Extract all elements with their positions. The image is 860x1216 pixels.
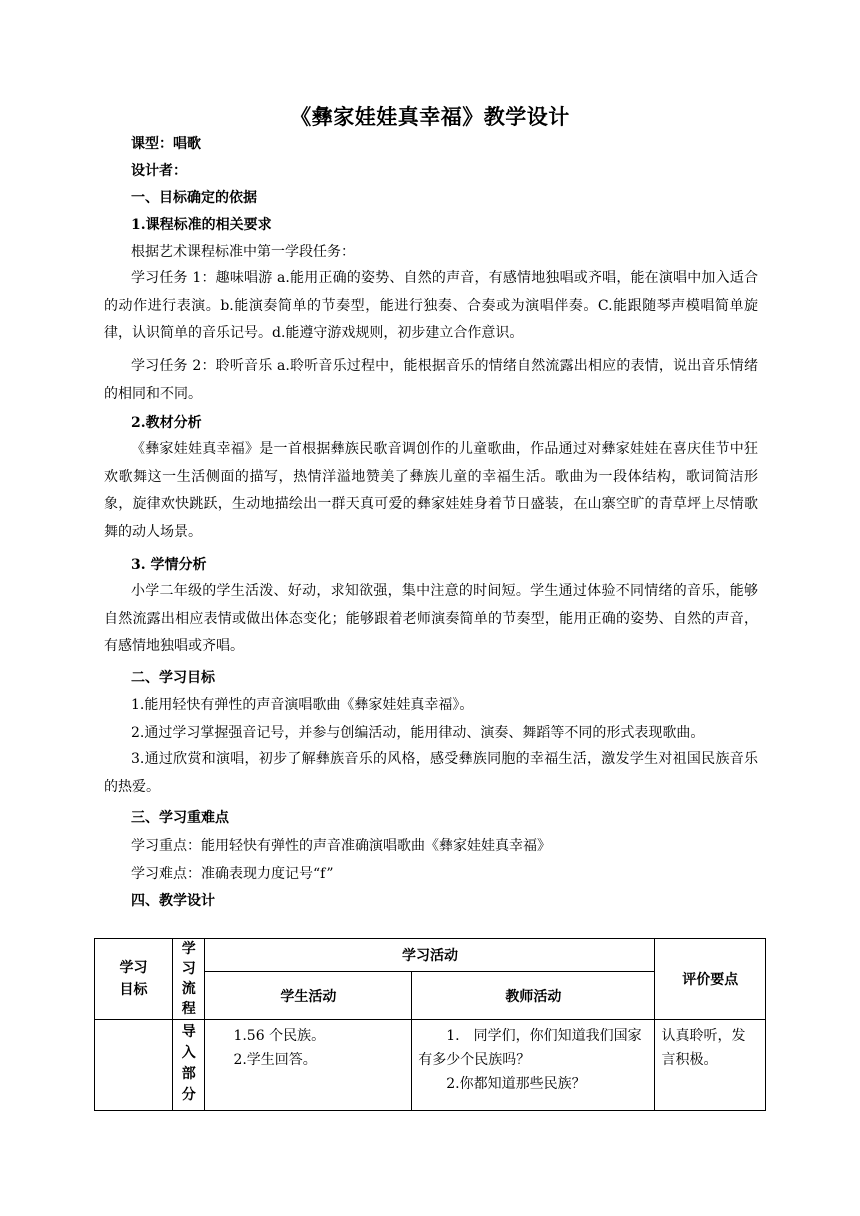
header-flow — [173, 939, 205, 1020]
section-4-heading: 四、教学设计 — [131, 893, 215, 909]
lesson-type: 课型：唱歌 — [131, 136, 201, 152]
subsection-material: 2.教材分析 — [131, 415, 202, 431]
row-goal — [95, 1020, 173, 1111]
subsection-curriculum: 1.课程标准的相关要求 — [131, 217, 272, 233]
header-teacher: 教师活动 — [412, 972, 655, 1020]
teacher-activity-2: 2.你都知道那些民族？ — [446, 1076, 586, 1092]
student-activity-2: 2.学生回答。 — [233, 1052, 317, 1068]
subsection-learners: 3. 学情分析 — [131, 557, 207, 573]
row-teacher — [412, 1020, 655, 1111]
header-flow-label: 学习流程 — [181, 941, 196, 1017]
section-3-heading: 三、学习重难点 — [131, 810, 229, 826]
header-goal-label: 学习目标 — [119, 960, 148, 998]
teacher-activity-1: 1. 同学们，你们知道我们国家有多少个民族吗？ — [418, 1028, 642, 1068]
goal-1: 1.能用轻快有弹性的声音演唱歌曲《彝家娃娃真幸福》。 — [131, 697, 474, 713]
header-activity: 学习活动 — [205, 939, 655, 972]
curriculum-intro: 根据艺术课程标准中第一学段任务： — [131, 244, 355, 260]
row-eval: 认真聆听，发言积极。 — [655, 1020, 766, 1111]
row-flow — [173, 1020, 205, 1111]
header-student: 学生活动 — [205, 972, 412, 1020]
designer: 设计者： — [131, 163, 187, 179]
learners-paragraph: 小学二年级的学生活泼、好动，求知欲强，集中注意的时间短。学生通过体验不同情绪的音乐，能够自然流露出相应表情或做出体态变化；能够跟着老师演奏简单的节奏型，能用正确的姿势、自然的声音，有感情地独唱或齐唱。 — [104, 583, 758, 654]
goal-3: 3.通过欣赏和演唱，初步了解彝族音乐的风格，感受彝族同胞的幸福生活，激发学生对祖国民族音乐的热爱。 — [104, 751, 758, 795]
difficult-point: 学习难点：准确表现力度记号“f” — [131, 866, 334, 882]
section-2-heading: 二、学习目标 — [131, 670, 215, 686]
task-2-paragraph: 学习任务 2：聆听音乐 a.聆听音乐过程中，能根据音乐的情绪自然流露出相应的表情，说出音乐情绪的相同和不同。 — [104, 358, 758, 402]
goal-2: 2.通过学习掌握强音记号，并参与创编活动，能用律动、演奏、舞蹈等不同的形式表现歌曲。 — [131, 725, 705, 741]
row-flow-label: 导入部分 — [181, 1024, 196, 1103]
header-goal — [95, 939, 173, 1020]
material-paragraph: 《彝家娃娃真幸福》是一首根据彝族民歌音调创作的儿童歌曲，作品通过对彝家娃娃在喜庆佳节中狂欢歌舞这一生活侧面的描写，热情洋溢地赞美了彝族儿童的幸福生活。歌曲为一段体结构，歌词简洁形象，旋律欢快跳跃，生动地描绘出一群天真可爱的彝家娃娃身着节日盛装，在山寨空旷的青草坪上尽情歌舞的动人场景。 — [104, 441, 758, 540]
task-1-paragraph: 学习任务 1：趣味唱游 a.能用正确的姿势、自然的声音，有感情地独唱或齐唱，能在演唱中加入适合的动作进行表演。b.能演奏简单的节奏型，能进行独奏、合奏或为演唱伴奏。C.能跟随琴声模唱简单旋律，认识简单的音乐记号。d.能遵守游戏规则，初步建立合作意识。 — [104, 270, 758, 341]
teaching-design-table — [94, 938, 766, 1111]
table-header-row — [95, 939, 766, 972]
document-title: 《彝家娃娃真幸福》教学设计 — [290, 104, 570, 129]
header-eval: 评价要点 — [655, 939, 766, 1020]
table-row — [95, 1020, 766, 1111]
section-1-heading: 一、目标确定的依据 — [131, 190, 257, 206]
key-point: 学习重点：能用轻快有弹性的声音准确演唱歌曲《彝家娃娃真幸福》 — [131, 838, 551, 854]
row-student — [205, 1020, 412, 1111]
student-activity-1: 1.56 个民族。 — [233, 1028, 326, 1044]
